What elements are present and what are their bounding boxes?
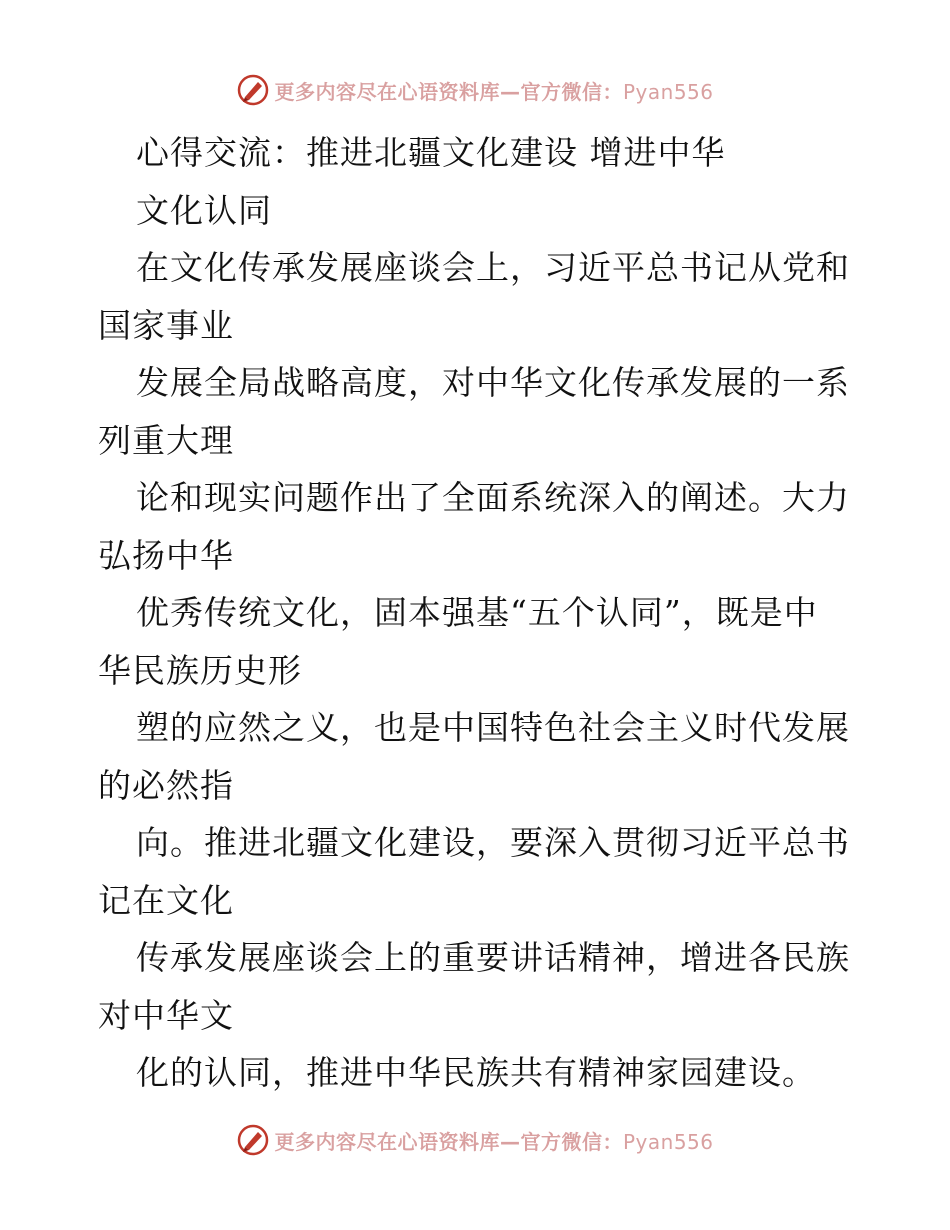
footer-banner-text: 更多内容尽在心语资料库—官方微信：Pyan556 (274, 1129, 714, 1154)
title-line-1: 心得交流：推进北疆文化建设 增进中华 (136, 133, 726, 172)
header-banner (0, 70, 950, 110)
paragraph-line: 发展全局战略高度，对中华文化传承发展的一系 (136, 363, 850, 402)
paragraph-line: 弘扬中华 (98, 535, 234, 575)
paragraph-line: 塑的应然之义，也是中国特色社会主义时代发展 (136, 708, 850, 747)
pen-logo-icon (236, 73, 270, 107)
title-line-2: 文化认同 (136, 190, 272, 230)
paragraph-line: 的必然指 (98, 765, 234, 805)
paragraph-line: 论和现实问题作出了全面系统深入的阐述。大力 (136, 478, 850, 517)
header-banner-text: 更多内容尽在心语资料库—官方微信：Pyan556 (274, 79, 714, 104)
paragraph-line: 化的认同，推进中华民族共有精神家园建设。 (136, 1053, 816, 1092)
paragraph-line: 在文化传承发展座谈会上，习近平总书记从党和 (136, 248, 850, 287)
paragraph-line: 国家事业 (98, 305, 234, 345)
footer-wechat-id: Pyan556 (622, 1129, 714, 1154)
paragraph-line: 华民族历史形 (98, 650, 302, 690)
header-wechat-id: Pyan556 (622, 79, 714, 104)
paragraph-line: 向。推进北疆文化建设，要深入贯彻习近平总书 (136, 823, 850, 862)
footer-banner (0, 1120, 950, 1160)
paragraph-line: 对中华文 (98, 995, 234, 1035)
paragraph-line: 传承发展座谈会上的重要讲话精神，增进各民族 (136, 938, 850, 977)
document-body (98, 124, 858, 1102)
pen-logo-icon (236, 1123, 270, 1157)
paragraph-line: 优秀传统文化，固本强基“五个认同”，既是中 (136, 593, 818, 632)
paragraph-line: 记在文化 (98, 880, 234, 920)
paragraph-line: 列重大理 (98, 420, 234, 460)
